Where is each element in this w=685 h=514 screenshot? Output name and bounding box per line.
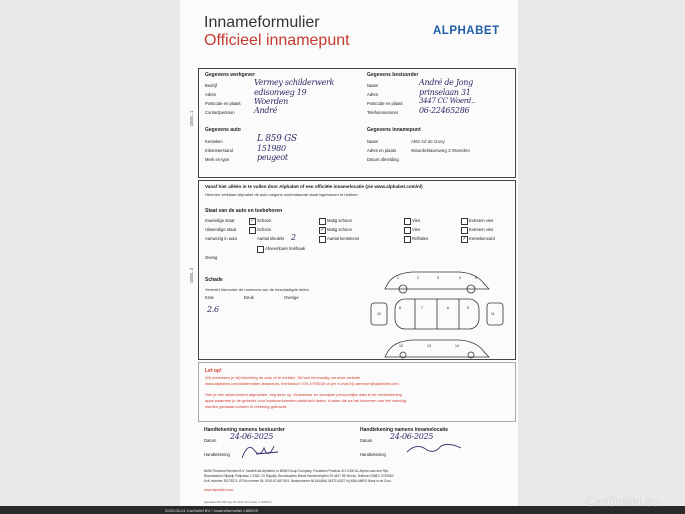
werkgever-heading: Gegevens werkgever — [205, 72, 256, 78]
value-adres-i: Waardeklaarsweg 3 Woerden — [411, 148, 471, 153]
signature-bestuurder — [238, 440, 288, 462]
sign-b-heading: Handtekening namens bestuurder — [204, 427, 285, 433]
letop-line1: Wij verzoeken je bij inlevering de auto of te melden. Dit kan eenvoudig via onze website — [205, 375, 361, 380]
col-kras: Kras — [205, 295, 214, 300]
intro-sub: Hiermee verklaart Alphabet de auto volgens onderstaande staat ingenomen te hebben — [205, 192, 358, 197]
sign-b-handtekening: Handtekening — [204, 452, 230, 457]
value-bedrijf: Vermey schilderwerk — [254, 78, 335, 87]
letop-line5: worden gemaakt worden in rekening gebracht. — [205, 404, 288, 409]
form-subtitle: Officieel innamepunt — [204, 32, 350, 49]
schade-text: Vermeld hieronder de nummers van de beschadigde delen. — [205, 287, 310, 292]
value-kilometerstand: 151980 — [257, 144, 286, 153]
footer-web: www.alphabet.com — [204, 488, 234, 492]
label-bedrijf: Bedrijf — [205, 83, 217, 88]
checkbox-uitwendig-vies[interactable] — [404, 227, 411, 234]
svg-text:1: 1 — [397, 276, 399, 280]
svg-text:7: 7 — [421, 306, 423, 310]
value-telefoon: 06-22465286 — [419, 106, 470, 115]
letop-line2: www.alphabet.com/nl/afmelden-leaseauto, telefonisch 076-5793540 of per e-mail bij carreturn@alphabet.com. — [205, 381, 400, 386]
opt-extreem-2: Extreem vies — [469, 227, 494, 232]
alphabet-logo: ALPHABET — [433, 25, 500, 37]
value-contactpersoon: André — [254, 106, 278, 115]
svg-text:6: 6 — [447, 306, 449, 310]
form-title: Innameformulier — [204, 14, 320, 31]
label-adres: Adres — [205, 92, 216, 97]
footer-page: Alphabet BVLAB dsp 01-2017 Formulier 1 v2020-3 — [204, 500, 272, 504]
svg-text:13: 13 — [427, 344, 431, 348]
value-adres-b: prinselaan 31 — [419, 88, 471, 97]
svg-text:3: 3 — [437, 276, 439, 280]
label-naam-i: Naam — [367, 139, 379, 144]
letop-line4: apps waarmee je de gebruikt voor laadoverkomsten elektrisch laden. Kosten die na het inleveren van het voertuig — [205, 398, 407, 403]
opt-aantal-sleutels: Aantal sleutels — [257, 236, 285, 241]
car-damage-diagram — [367, 267, 507, 359]
svg-text:12: 12 — [399, 344, 403, 348]
svg-text:4: 4 — [459, 276, 461, 280]
signature-innamelocatie — [405, 440, 465, 456]
svg-text:5: 5 — [475, 276, 477, 280]
innamepunt-heading: Gegevens innamepunt — [367, 127, 421, 133]
svg-text:9: 9 — [467, 306, 469, 310]
svg-text:2: 2 — [417, 276, 419, 280]
checkbox-inwendig-extreem[interactable] — [461, 218, 468, 225]
opt-aantal-kentekens: Aantal kentekens — [327, 236, 360, 241]
label-adres-b: Adres — [367, 92, 378, 97]
auto-heading: Gegevens auto — [205, 127, 241, 133]
svg-text:14: 14 — [455, 344, 459, 348]
date-innamelocatie: 24-06-2025 — [390, 432, 434, 441]
label-contactpersoon: Contactpersoon — [205, 110, 235, 115]
value-kras: 2.6 — [207, 305, 219, 314]
row-inwendig: Inwendige staat — [205, 218, 235, 223]
value-sleutels: 2 — [291, 233, 296, 242]
label-postcode: Postcode en plaats — [205, 101, 241, 106]
opt-vies-2: Vies — [412, 227, 421, 232]
opt-extreem-1: Extreem vies — [469, 218, 494, 223]
staat-heading: Staat van de auto en toebehoren — [205, 208, 283, 214]
opt-matig-2: Matig schoon — [327, 227, 352, 232]
label-adres-i: Adres en plaats — [367, 148, 397, 153]
label-overig: Overig — [205, 255, 218, 260]
label-kenteken: Kenteken — [205, 139, 223, 144]
row-uitwendig: Uitwendige staat — [205, 227, 236, 232]
checkbox-uitwendig-schoon[interactable] — [249, 227, 256, 234]
footer-line1: BMW Financial Services B.V. handelt als Alphabet, is BMW Group Company. Postadres Postbus 471 2400 AL Alphen aan den Rijn. — [204, 469, 390, 473]
side-label-deel2: DEEL 2 — [189, 267, 194, 283]
value-adres: edisonweg 19 — [254, 88, 307, 97]
checkbox-uitwendig-matig[interactable]: ✓ — [320, 227, 325, 233]
sign-i-handtekening: Handtekening — [360, 452, 386, 457]
value-kenteken: L 859 GS — [257, 134, 297, 144]
section-deel2 — [198, 180, 516, 360]
date-bestuurder: 24-06-2025 — [230, 432, 274, 441]
footer-line2: Bezoekadres Rijswijk Patijnlaan 2 2281 CS Rijswijk. Bezoekadres Breda Hambroekplein 29 4817 RE Breda. Telefoon 0088 0 0793540 — [204, 474, 394, 478]
label-kilometerstand: Kilometerstand — [205, 148, 233, 153]
checkbox-reflaties[interactable] — [404, 236, 411, 243]
opt-matig-1: Matig schoon — [327, 218, 352, 223]
opt-kentekencard: Kentekencard — [469, 236, 495, 241]
row-aanwezig: Aanwezig in auto — [205, 236, 237, 241]
checkbox-inwendig-matig[interactable] — [319, 218, 326, 225]
letop-heading: Let op! — [205, 368, 222, 374]
scan-bar — [0, 506, 685, 514]
label-merk: Merk en type — [205, 157, 230, 162]
opt-trekhaak: Afneembare trekhaak — [265, 246, 306, 251]
label-naam: Naam — [367, 83, 379, 88]
opt-schoon-1: Schoon — [257, 218, 272, 223]
checkbox-trekhaak[interactable] — [257, 246, 264, 253]
schade-heading: Schade — [205, 277, 223, 283]
checkbox-kentekencard[interactable]: ✓ — [462, 236, 467, 242]
checkbox-inwendig-vies[interactable] — [404, 218, 411, 225]
intro-heading: Vanaf hier alléén in te vullen door Alphabet of een officiële innamelocatie (zie www.alphabet.com/nl) — [205, 184, 423, 189]
side-label-deel1: DEEL 1 — [189, 110, 194, 126]
bestuurder-heading: Gegevens bestuurder — [367, 72, 419, 78]
sign-i-heading: Handtekening namens innamelocatie — [360, 427, 449, 433]
label-datum-afmelding: Datum afmelding — [367, 157, 399, 162]
form-page — [180, 0, 518, 514]
svg-text:8: 8 — [399, 306, 401, 310]
value-naam-i: ABS Ad de Gooy — [411, 139, 445, 144]
col-deuk: Deuk — [244, 295, 254, 300]
opt-vies-1: Vies — [412, 218, 421, 223]
label-telefoon: Telefoonnummer — [367, 110, 399, 115]
sign-i-datum: Datum — [360, 438, 373, 443]
value-naam: André de Jong — [419, 78, 473, 87]
opt-schoon-2: Schoon — [257, 227, 272, 232]
value-postcode-b: 3447 CC Woerd.. — [419, 97, 475, 105]
section-letop — [198, 362, 516, 422]
letop-line3: Heb je een abonnement afgesloten, zeg deze op. Deactiveer en verwijder persoonlijke data in de rembediening — [205, 392, 402, 397]
col-overige: Overige — [284, 295, 299, 300]
checkbox-inwendig-schoon[interactable]: ✓ — [250, 218, 255, 224]
scan-bar-text: 2025-06-24 CarOutlet BV / Innameformulier L859GS — [165, 508, 259, 513]
sign-b-datum: Datum — [204, 438, 217, 443]
value-merk: peugeot — [257, 153, 288, 162]
label-postcode-b: Postcode en plaats — [367, 101, 403, 106]
svg-text:10: 10 — [377, 312, 381, 316]
footer-line3: KvK-nummer 30178271. BTW-nummer NL 0015.87.687.B01. Banknummer NL04ABNA 0437141927 bij ABN AMRO Bank in de Gooi. — [204, 479, 392, 483]
checkbox-kentekens[interactable] — [319, 236, 326, 243]
opt-reflaties: Reflaties — [412, 236, 429, 241]
value-postcode: Woerden — [254, 97, 288, 106]
watermark-logo: CarOutlet.eu — [586, 494, 660, 509]
checkbox-uitwendig-extreem[interactable] — [461, 227, 468, 234]
section-deel1 — [198, 68, 516, 178]
svg-text:11: 11 — [491, 312, 495, 316]
